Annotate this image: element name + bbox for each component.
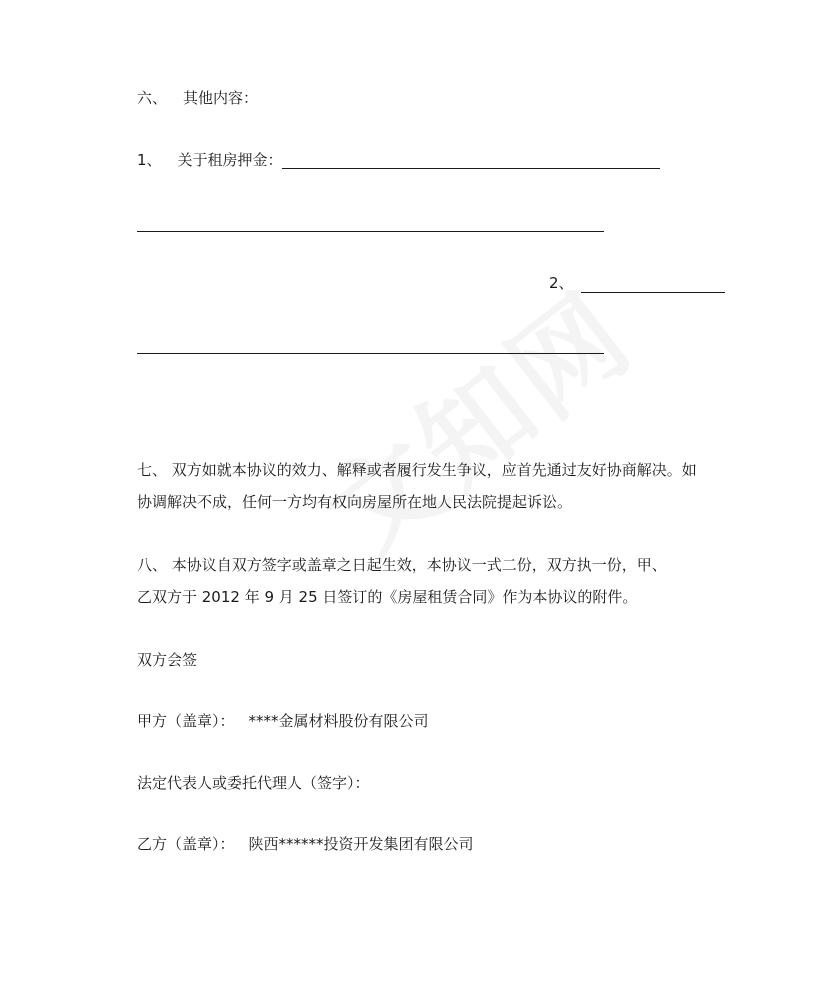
party-b-name: 陕西******投资开发集团有限公司	[248, 835, 474, 853]
item-1-number: 1、	[137, 151, 162, 169]
party-a-line	[137, 711, 429, 731]
item-1-blank-line[interactable]	[282, 168, 660, 169]
section-6-title: 其他内容：	[183, 89, 259, 107]
section-7-line-1: 七、 双方如就本协议的效力、解释或者履行发生争议，应首先通过友好协商解决。如	[137, 461, 697, 479]
representative-label: 法定代表人或委托代理人（签字）：	[137, 774, 370, 792]
section-8-line-2: 乙双方于 2012 年 9 月 25 日签订的《房屋租赁合同》作为本协议的附件。	[137, 588, 638, 606]
item-2-continuation-blank-line[interactable]	[137, 353, 604, 354]
watermark	[288, 250, 660, 589]
item-2-blank-line[interactable]	[581, 292, 725, 293]
section-8-line-1: 八、 本协议自双方签字或盖章之日起生效，本协议一式二份，双方执一份，甲、	[137, 556, 667, 574]
party-b-line	[137, 834, 474, 854]
section-6-heading	[137, 88, 258, 108]
item-1-label-line	[137, 150, 283, 170]
party-b-label: 乙方（盖章）：	[137, 835, 235, 853]
item-2-number: 2、	[549, 274, 574, 292]
party-a-name: ****金属材料股份有限公司	[248, 712, 429, 730]
signing-title: 双方会签	[137, 651, 198, 669]
section-7-line-2: 协调解决不成，任何一方均有权向房屋所在地人民法院提起诉讼。	[137, 493, 573, 511]
party-a-label: 甲方（盖章）：	[137, 712, 235, 730]
item-1-label: 关于租房押金：	[177, 151, 283, 169]
item-1-continuation-blank-line[interactable]	[137, 231, 604, 232]
section-6-number: 六、	[137, 89, 168, 107]
